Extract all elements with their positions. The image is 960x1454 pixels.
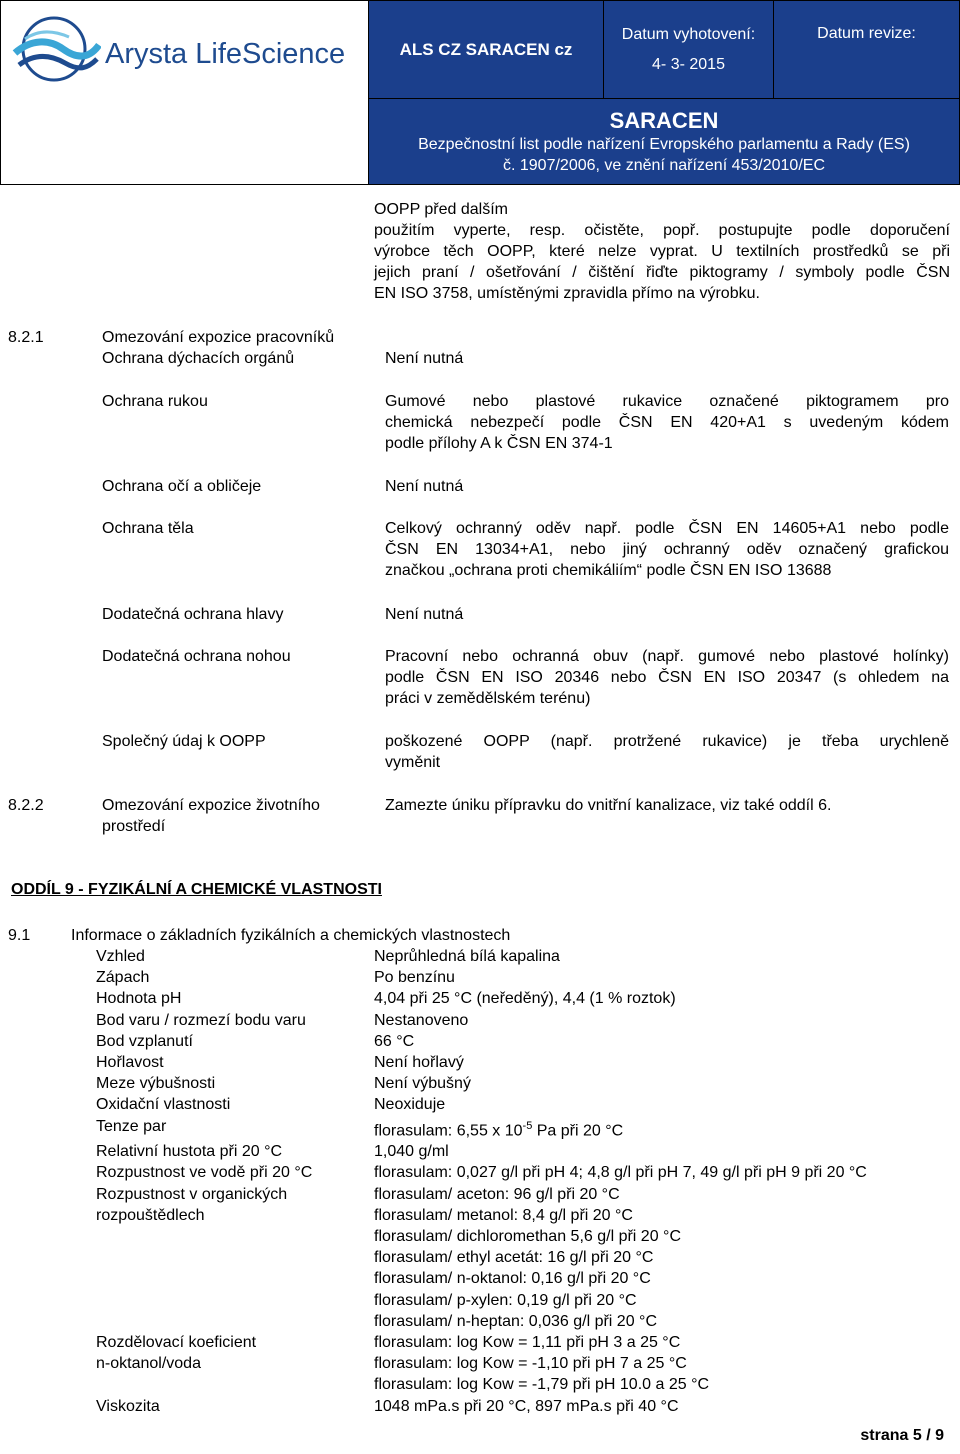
page-number: strana 5 / 9: [860, 1427, 944, 1444]
title-line: prostředí: [102, 818, 166, 835]
value-line: podle ČSN EN ISO 20346 nebo ČSN EN ISO 20347 (s ohledem na: [385, 669, 949, 686]
section-heading: ODDÍL 9 - FYZIKÁLNÍ A CHEMICKÉ VLASTNOSTI: [11, 881, 382, 898]
property-value: Po benzínu: [374, 969, 455, 987]
property-row: [96, 946, 956, 967]
revision-date-cell: [774, 1, 960, 99]
title-line: Omezování expozice životního: [102, 797, 320, 814]
property-label: Hořlavost: [96, 1054, 164, 1072]
value-line: florasulam/ ethyl acetát: 16 g/l při 20 °C: [374, 1249, 654, 1267]
product-title-cell: [369, 99, 960, 185]
property-row: [96, 1396, 956, 1417]
property-value: 66 °C: [374, 1032, 415, 1050]
property-label: Hodnota pH: [96, 990, 182, 1008]
issue-date-label: Datum vyhotovení:: [621, 25, 756, 43]
properties-table: [96, 946, 956, 1417]
label-line: Rozpustnost v organických: [96, 1185, 288, 1203]
row-label: Dodatečná ochrana hlavy: [102, 606, 284, 623]
property-value: 1048 mPa.s při 20 °C, 897 mPa.s při 40 °C: [374, 1397, 679, 1415]
section-number: 9.1: [8, 927, 31, 944]
row-value: [385, 731, 949, 773]
value-line: Pracovní nebo ochranná obuv (např. gumové nebo plastové holínky): [385, 648, 949, 665]
section-title: [102, 795, 320, 837]
section-number: 8.2.2: [8, 797, 44, 814]
property-value: Není výbušný: [374, 1075, 471, 1093]
value-text: Pa při 20 °C: [532, 1121, 624, 1139]
property-row: [96, 1052, 956, 1073]
row-label: Ochrana rukou: [102, 393, 208, 410]
section-title: Informace o základních fyzikálních a chemických vlastnostech: [71, 927, 511, 944]
property-label: Zápach: [96, 969, 150, 987]
row-value: Není nutná: [385, 606, 464, 623]
row-label: Dodatečná ochrana nohou: [102, 648, 291, 665]
logo-text: Arysta LifeScience: [105, 38, 346, 70]
row-value: [385, 391, 949, 454]
value-line: značkou „ochrana proti chemikáliím“ podle ČSN EN ISO 13688: [385, 562, 832, 579]
property-row: [96, 1031, 956, 1052]
property-row: [96, 1141, 956, 1162]
value-line: florasulam/ p-xylen: 0,19 g/l při 20 °C: [374, 1291, 637, 1309]
value-line: vyměnit: [385, 754, 441, 771]
property-label: Oxidační vlastnosti: [96, 1096, 231, 1114]
value-line: florasulam: log Kow = -1,79 při pH 10.0 a 25 °C: [374, 1376, 710, 1394]
row-label: Společný údaj k OOPP: [102, 733, 266, 750]
property-value: 4,04 při 25 °C (neředěný), 4,4 (1 % roztok): [374, 990, 676, 1008]
oopp-line: jejich praní / ošetřování / čištění řiďte piktogramy / symboly podle ČSN: [374, 264, 950, 281]
revision-date-label: Datum revize:: [817, 25, 916, 42]
value-line: florasulam/ aceton: 96 g/l při 20 °C: [374, 1185, 620, 1203]
row-label: Ochrana očí a obličeje: [102, 478, 262, 495]
row-label: Ochrana dýchacích orgánů: [102, 350, 295, 367]
value-line: florasulam/ metanol: 8,4 g/l při 20 °C: [374, 1206, 633, 1224]
property-value: [374, 1332, 709, 1396]
oopp-line: OOPP před dalším: [374, 201, 508, 218]
value-line: poškozené OOPP (např. protržené rukavice) je třeba urychleně: [385, 733, 949, 750]
property-label: Bod varu / rozmezí bodu varu: [96, 1011, 306, 1029]
value-line: florasulam/ n-heptan: 0,036 g/l při 20 °C: [374, 1312, 657, 1330]
property-value: Neprůhledná bílá kapalina: [374, 948, 560, 965]
doc-code: ALS CZ SARACEN cz: [369, 1, 604, 99]
property-label: [96, 1184, 374, 1332]
value-line: práci v zemědělském terénu): [385, 690, 591, 707]
property-label: Meze výbušnosti: [96, 1075, 216, 1093]
section-number: 8.2.1: [8, 329, 44, 346]
property-label: Bod vzplanutí: [96, 1032, 193, 1050]
property-value: Nestanoveno: [374, 1011, 469, 1029]
oopp-line: výrobce těch OOPP, které nelze vyprat. U textilních prostředků se při: [374, 243, 950, 260]
property-value: Neoxiduje: [374, 1096, 446, 1114]
property-value: [374, 1184, 681, 1332]
row-value: Zamezte úniku přípravku do vnitřní kanalizace, viz také oddíl 6.: [385, 797, 832, 814]
property-value: 1,040 g/ml: [374, 1143, 449, 1161]
property-row: [96, 1116, 956, 1142]
exponent: -5: [522, 1119, 533, 1132]
section-title: Omezování expozice pracovníků: [102, 329, 335, 346]
property-label: Relativní hustota při 20 °C: [96, 1143, 283, 1161]
property-value: [374, 1116, 623, 1142]
product-name: SARACEN: [609, 107, 719, 133]
property-value: florasulam: 0,027 g/l při pH 4; 4,8 g/l při pH 7, 49 g/l při pH 9 při 20 °C: [374, 1164, 867, 1182]
property-label: Tenze par: [96, 1117, 167, 1135]
property-row: [96, 1332, 956, 1396]
property-row: [96, 1073, 956, 1094]
row-label: Ochrana těla: [102, 520, 194, 537]
value-line: florasulam: log Kow = -1,10 při pH 7 a 25 °C: [374, 1355, 687, 1373]
property-row: [96, 1094, 956, 1115]
document-header: [0, 0, 960, 185]
property-label: Rozpustnost ve vodě při 20 °C: [96, 1164, 313, 1182]
issue-date-cell: [604, 1, 774, 99]
value-line: Celkový ochranný oděv např. podle ČSN EN 14605+A1 nebo podle: [385, 520, 949, 537]
property-row: [96, 988, 956, 1009]
label-line: n-oktanol/voda: [96, 1355, 201, 1373]
property-label: [96, 1332, 374, 1396]
logo-cell: [1, 1, 369, 185]
property-row: [96, 1010, 956, 1031]
value-line: florasulam/ dichloromethan 5,6 g/l při 20 °C: [374, 1227, 681, 1245]
row-value: [385, 646, 949, 709]
property-value: Není hořlavý: [374, 1054, 464, 1072]
subtitle-line2: č. 1907/2006, ve znění nařízení 453/2010/EC: [502, 156, 825, 174]
value-line: podle přílohy A k ČSN EN 374-1: [385, 435, 613, 452]
value-line: florasulam/ n-oktanol: 0,16 g/l při 20 °C: [374, 1270, 651, 1288]
property-row: [96, 1184, 956, 1332]
label-line: rozpouštědlech: [96, 1206, 205, 1224]
oopp-line: použitím vyperte, resp. očistěte, popř. postupujte podle doporučení: [374, 222, 950, 239]
property-label: Vzhled: [96, 948, 145, 965]
oopp-line: EN ISO 3758, umístěnými zpravidla přímo na výrobku.: [374, 285, 760, 302]
row-value: [385, 518, 949, 581]
subtitle-line1: Bezpečnostní list podle nařízení Evropského parlamentu a Rady (ES): [418, 135, 910, 153]
value-line: florasulam: log Kow = 1,11 při pH 3 a 25 °C: [374, 1333, 681, 1351]
property-row: [96, 967, 956, 988]
arysta-logo-icon: [9, 15, 101, 87]
value-line: Gumové nebo plastové rukavice označené piktogramem pro: [385, 393, 949, 410]
value-line: chemická nebezpečí podle ČSN EN 420+A1 s uvedeným kódem: [385, 414, 949, 431]
property-label: Viskozita: [96, 1397, 160, 1415]
label-line: Rozdělovací koeficient: [96, 1333, 257, 1351]
value-text: florasulam: 6,55 x 10: [374, 1121, 523, 1139]
issue-date: 4- 3- 2015: [652, 55, 725, 73]
property-row: [96, 1162, 956, 1183]
row-value: Není nutná: [385, 350, 464, 367]
oopp-continuation: [374, 199, 950, 304]
row-value: Není nutná: [385, 478, 464, 495]
value-line: ČSN EN 13034+A1, nebo jiný ochranný oděv označený grafickou: [385, 541, 949, 558]
